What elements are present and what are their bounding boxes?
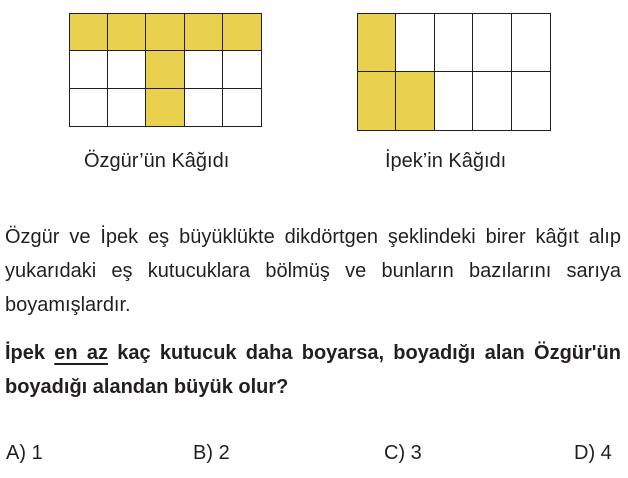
grid-cell-filled: [146, 14, 184, 51]
choice-b-letter: B): [193, 442, 213, 464]
grid-cell-empty: [185, 51, 223, 88]
ipek-paper-grid: [357, 13, 551, 131]
grid-cell-empty: [396, 14, 434, 72]
grid-cell-empty: [108, 51, 146, 88]
choice-c-value: 3: [410, 442, 422, 464]
grid-cell-empty: [512, 14, 550, 72]
ipek-paper-caption: İpek’in Kâğıdı: [385, 150, 507, 172]
grid-cell-empty: [108, 89, 146, 126]
grid-cell-empty: [512, 72, 550, 130]
question-part-1: İpek: [5, 342, 55, 364]
question-part-2: kaç kutucuk daha boyarsa, boyadığı alan Özgür'ün boyadığı alandan büyük olur?: [5, 342, 621, 398]
grid-cell-filled: [108, 14, 146, 51]
choice-b-value: 2: [218, 442, 230, 464]
ozgur-paper-caption: Özgür’ün Kâğıdı: [84, 150, 230, 172]
choice-d-letter: D): [574, 442, 596, 464]
problem-statement: Özgür ve İpek eş büyüklükte dikdörtgen şeklindeki birer kâğıt alıp yukarıdaki eş kutucuklara bölmüş ve bunların bazılarını sarıya boyamışlardır.: [5, 226, 621, 316]
grid-cell-filled: [185, 14, 223, 51]
grid-cell-filled: [146, 51, 184, 88]
choice-d[interactable]: [574, 442, 612, 465]
grid-cell-empty: [435, 14, 473, 72]
grid-cell-filled: [223, 14, 261, 51]
question-emphasis: en az: [54, 342, 108, 364]
grid-cell-filled: [70, 14, 108, 51]
choice-c-letter: C): [384, 442, 406, 464]
grid-cell-filled: [358, 14, 396, 72]
ozgur-paper-grid: [69, 13, 262, 127]
grid-cell-empty: [435, 72, 473, 130]
question-text: [5, 336, 621, 404]
grid-cell-filled: [396, 72, 434, 130]
choice-a-value: 1: [31, 442, 43, 464]
grid-cell-empty: [185, 89, 223, 126]
choice-c[interactable]: [384, 442, 422, 465]
grid-cell-empty: [223, 51, 261, 88]
grid-cell-empty: [70, 51, 108, 88]
grid-cell-empty: [473, 72, 511, 130]
grid-cell-filled: [146, 89, 184, 126]
choice-d-value: 4: [600, 442, 612, 464]
choice-a[interactable]: [6, 442, 43, 465]
choice-a-letter: A): [6, 442, 26, 464]
grid-cell-empty: [223, 89, 261, 126]
grid-cell-filled: [358, 72, 396, 130]
choice-b[interactable]: [193, 442, 230, 465]
grid-cell-empty: [70, 89, 108, 126]
grid-cell-empty: [473, 14, 511, 72]
